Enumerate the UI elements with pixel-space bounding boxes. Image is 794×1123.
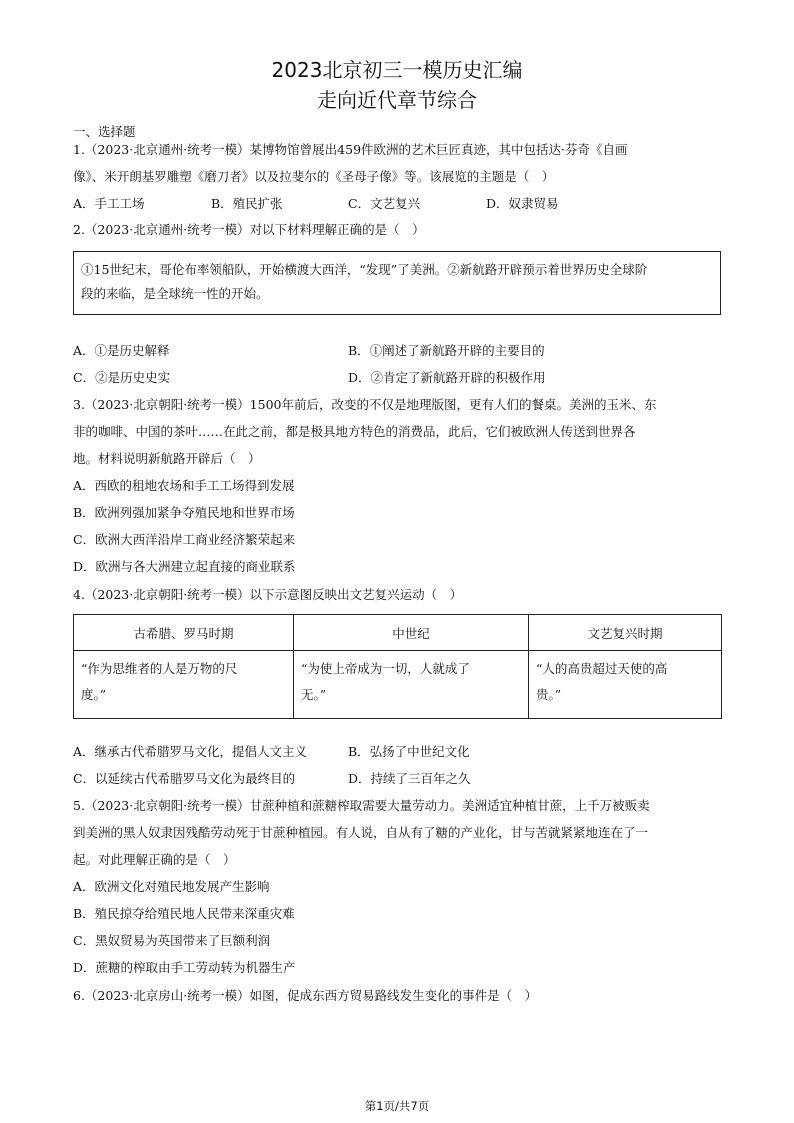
q5-option-d: D．蔗糖的榨取由手工劳动转为机器生产 (73, 960, 296, 975)
q3-option-a: A．西欧的租地农场和手工工场得到发展 (73, 478, 295, 493)
q2-option-b: B．①阐述了新航路开辟的主要目的 (348, 343, 545, 358)
table-header-cell: 中世纪 (294, 615, 529, 651)
cell-line: 无。” (301, 687, 327, 702)
q5-option-b: B．殖民掠夺给殖民地人民带来深重灾难 (73, 906, 295, 921)
q5-option-c: C．黑奴贸易为英国带来了巨额利润 (73, 933, 271, 948)
cell-line: “为使上帝成为一切，人就成了 (301, 661, 470, 676)
q3-option-c: C．欧洲大西洋沿岸工商业经济繁荣起来 (73, 532, 296, 547)
table-cell (74, 651, 294, 719)
cell-line: “人的高贵超过天使的高 (536, 661, 668, 676)
q4-option-d: D．持续了三百年之久 (348, 771, 471, 786)
table-header-cell: 古希腊、罗马时期 (74, 615, 294, 651)
q1-option-c: C．文艺复兴 (348, 196, 421, 211)
q4-option-b: B．弘扬了中世纪文化 (348, 744, 470, 759)
q5-stem-line3: 起。对此理解正确的是（ ） (73, 852, 236, 867)
q2-material-line1: ①15世纪末，哥伦布率领船队，开始横渡大西洋，“发现”了美洲。②新航路开辟预示着世界历史全球阶 (81, 262, 648, 277)
table-header-cell: 文艺复兴时期 (529, 615, 722, 651)
q1-option-b: B．殖民扩张 (211, 196, 283, 211)
q2-option-c: C．②是历史史实 (73, 370, 171, 385)
table-row (74, 651, 722, 719)
table-cell (529, 651, 722, 719)
q4-comparison-table (73, 614, 722, 719)
q6-stem: 6.（2023·北京房山·统考一模）如图，促成东西方贸易路线发生变化的事件是（ ） (73, 988, 538, 1003)
q5-stem-line2: 到美洲的黑人奴隶因残酷劳动死于甘蔗种植园。有人说，自从有了糖的产业化，甘与苦就紧紧地连在了一 (73, 825, 649, 840)
table-header-row (74, 615, 722, 651)
q2-stem: 2.（2023·北京通州·统考一模）对以下材料理解正确的是（ ） (73, 222, 425, 237)
doc-subtitle: 走向近代章节综合 (317, 88, 477, 112)
q4-stem: 4.（2023·北京朝阳·统考一模）以下示意图反映出文艺复兴运动（ ） (73, 587, 463, 602)
q3-stem-line3: 地。材料说明新航路开辟后（ ） (73, 451, 261, 466)
cell-line: 贵。” (536, 687, 562, 702)
q2-material-line2: 段的来临，是全球统一性的开始。 (81, 286, 269, 301)
q3-stem-line2: 非的咖啡、中国的茶叶……在此之前，都是极具地方特色的消费品，此后，它们被欧洲人传送到世界各 (73, 424, 636, 439)
q3-option-d: D．欧洲与各大洲建立起直接的商业联系 (73, 559, 296, 574)
cell-line: 度。” (81, 687, 107, 702)
cell-line: “作为思维者的人是万物的尺 (81, 661, 238, 676)
q2-option-a: A．①是历史解释 (73, 343, 170, 358)
doc-title: 2023北京初三一模历史汇编 (271, 58, 523, 82)
q5-option-a: A．欧洲文化对殖民地发展产生影响 (73, 879, 270, 894)
q2-material-box (73, 251, 721, 315)
q2-option-d: D．②肯定了新航路开辟的积极作用 (348, 370, 546, 385)
table-cell (294, 651, 529, 719)
q1-option-a: A．手工工场 (73, 196, 145, 211)
q4-option-a: A．继承古代希腊罗马文化，提倡人文主义 (73, 744, 308, 759)
q4-option-c: C．以延续古代希腊罗马文化为最终目的 (73, 771, 296, 786)
section-heading: 一、选择题 (73, 124, 136, 139)
q1-stem-line2: 像》、米开朗基罗雕塑《磨刀者》以及拉斐尔的《圣母子像》等。该展览的主题是（ ） (73, 169, 555, 184)
q3-option-b: B．欧洲列强加紧争夺殖民地和世界市场 (73, 505, 295, 520)
q5-stem-line1: 5.（2023·北京朝阳·统考一模）甘蔗种植和蔗糖榨取需要大量劳动力。美洲适宜种植甘蔗，上千万被贩卖 (73, 798, 650, 813)
page-footer: 第1页/共7页 (364, 1099, 430, 1113)
q1-stem-line1: 1.（2023·北京通州·统考一模）某博物馆曾展出459件欧洲的艺术巨匠真迹，其中包括达·芬奇《自画 (73, 142, 628, 157)
q1-option-d: D．奴隶贸易 (486, 196, 559, 211)
q3-stem-line1: 3.（2023·北京朝阳·统考一模）1500年前后，改变的不仅是地理版图，更有人们的餐桌。美洲的玉米、东 (73, 397, 657, 412)
